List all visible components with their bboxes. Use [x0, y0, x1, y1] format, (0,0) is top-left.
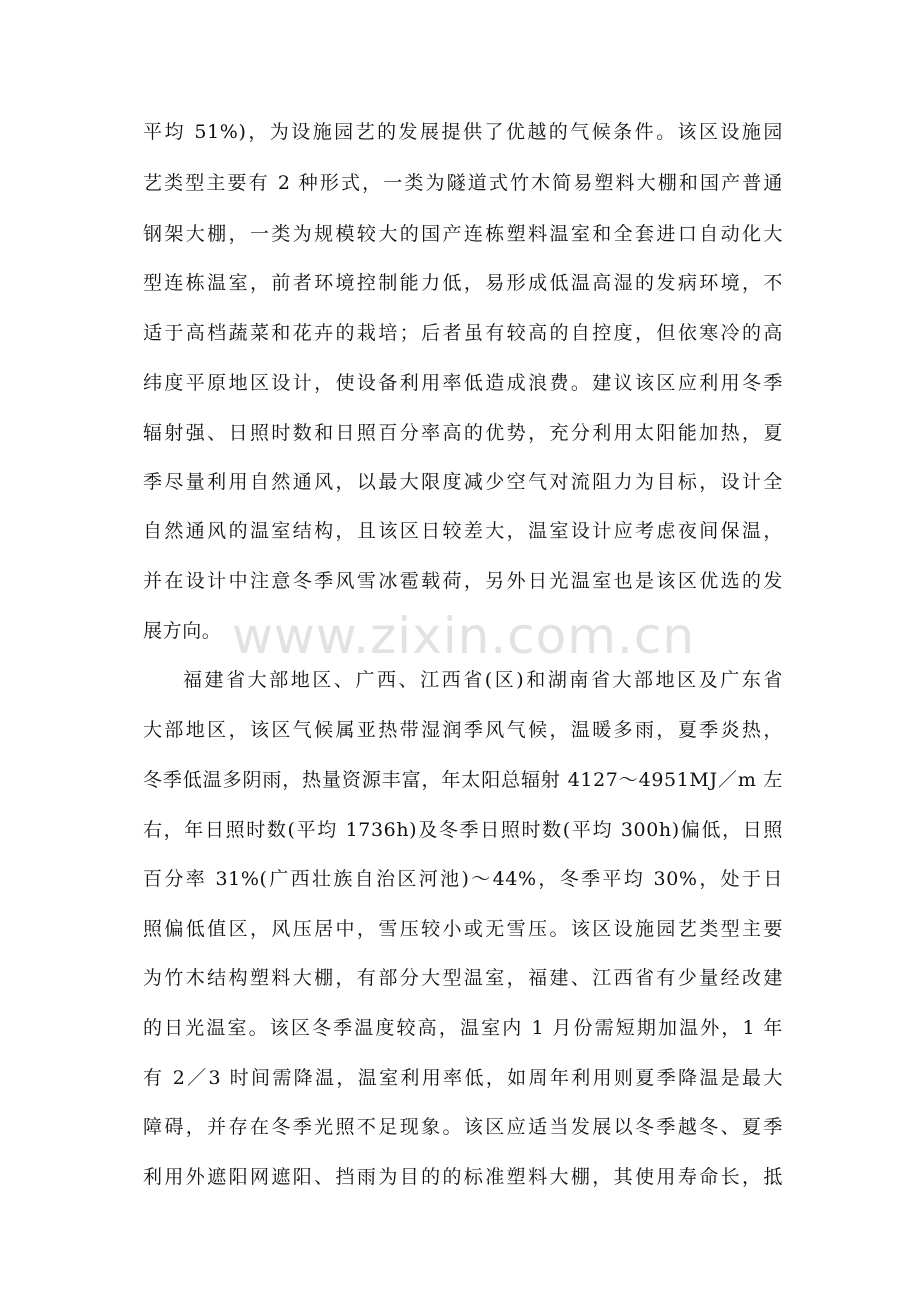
text-line: 照偏低值区，风压居中，雪压较小或无雪压。该区设施园艺类型主要 — [143, 918, 783, 940]
text-line: 展方向。 — [143, 620, 222, 642]
text-line: 障碍，并存在冬季光照不足现象。该区应适当发展以冬季越冬、夏季 — [143, 1116, 783, 1138]
text-line: 福建省大部地区、广西、江西省(区)和湖南省大部地区及广东省 — [183, 669, 783, 691]
text-line: 平均 51%)，为设施园艺的发展提供了优越的气候条件。该区设施园 — [143, 121, 783, 143]
text-line: 纬度平原地区设计，使设备利用率低造成浪费。建议该区应利用冬季 — [143, 372, 783, 394]
text-line: 百分率 31%(广西壮族自治区河池)～44%，冬季平均 30%，处于日 — [143, 868, 783, 890]
text-line: 型连栋温室，前者环境控制能力低，易形成低温高湿的发病环境，不 — [143, 272, 783, 294]
text-line: 冬季低温多阴雨，热量资源丰富，年太阳总辐射 4127～4951MJ／m 左 — [143, 769, 783, 791]
text-line: 辐射强、日照时数和日照百分率高的优势，充分利用太阳能加热，夏 — [143, 422, 783, 444]
text-line: 右，年日照时数(平均 1736h)及冬季日照时数(平均 300h)偏低，日照 — [143, 819, 783, 841]
text-line: 季尽量利用自然通风，以最大限度减少空气对流阻力为目标，设计全 — [143, 471, 783, 493]
text-line: 利用外遮阳网遮阳、挡雨为目的的标准塑料大棚，其使用寿命长，抵 — [143, 1166, 783, 1188]
text-line: 钢架大棚，一类为规模较大的国产连栋塑料温室和全套进口自动化大 — [143, 223, 783, 245]
watermark: www.zixin.com.cn — [232, 607, 696, 665]
text-line: 为竹木结构塑料大棚，有部分大型温室，福建、江西省有少量经改建 — [143, 967, 783, 989]
text-line: 的日光温室。该区冬季温度较高，温室内 1 月份需短期加温外，1 年 — [143, 1017, 783, 1039]
text-line: 并在设计中注意冬季风雪冰雹载荷，另外日光温室也是该区优选的发 — [143, 570, 783, 592]
text-line: 大部地区，该区气候属亚热带湿润季风气候，温暖多雨，夏季炎热， — [143, 719, 783, 741]
text-line: 适于高档蔬菜和花卉的栽培；后者虽有较高的自控度，但依寒冷的高 — [143, 322, 783, 344]
text-line: 自然通风的温室结构，且该区日较差大，温室设计应考虑夜间保温， — [143, 520, 783, 542]
text-line: 有 2／3 时间需降温，温室利用率低，如周年利用则夏季降温是最大 — [143, 1067, 783, 1089]
text-line: 艺类型主要有 2 种形式，一类为隧道式竹木简易塑料大棚和国产普通 — [143, 172, 783, 194]
